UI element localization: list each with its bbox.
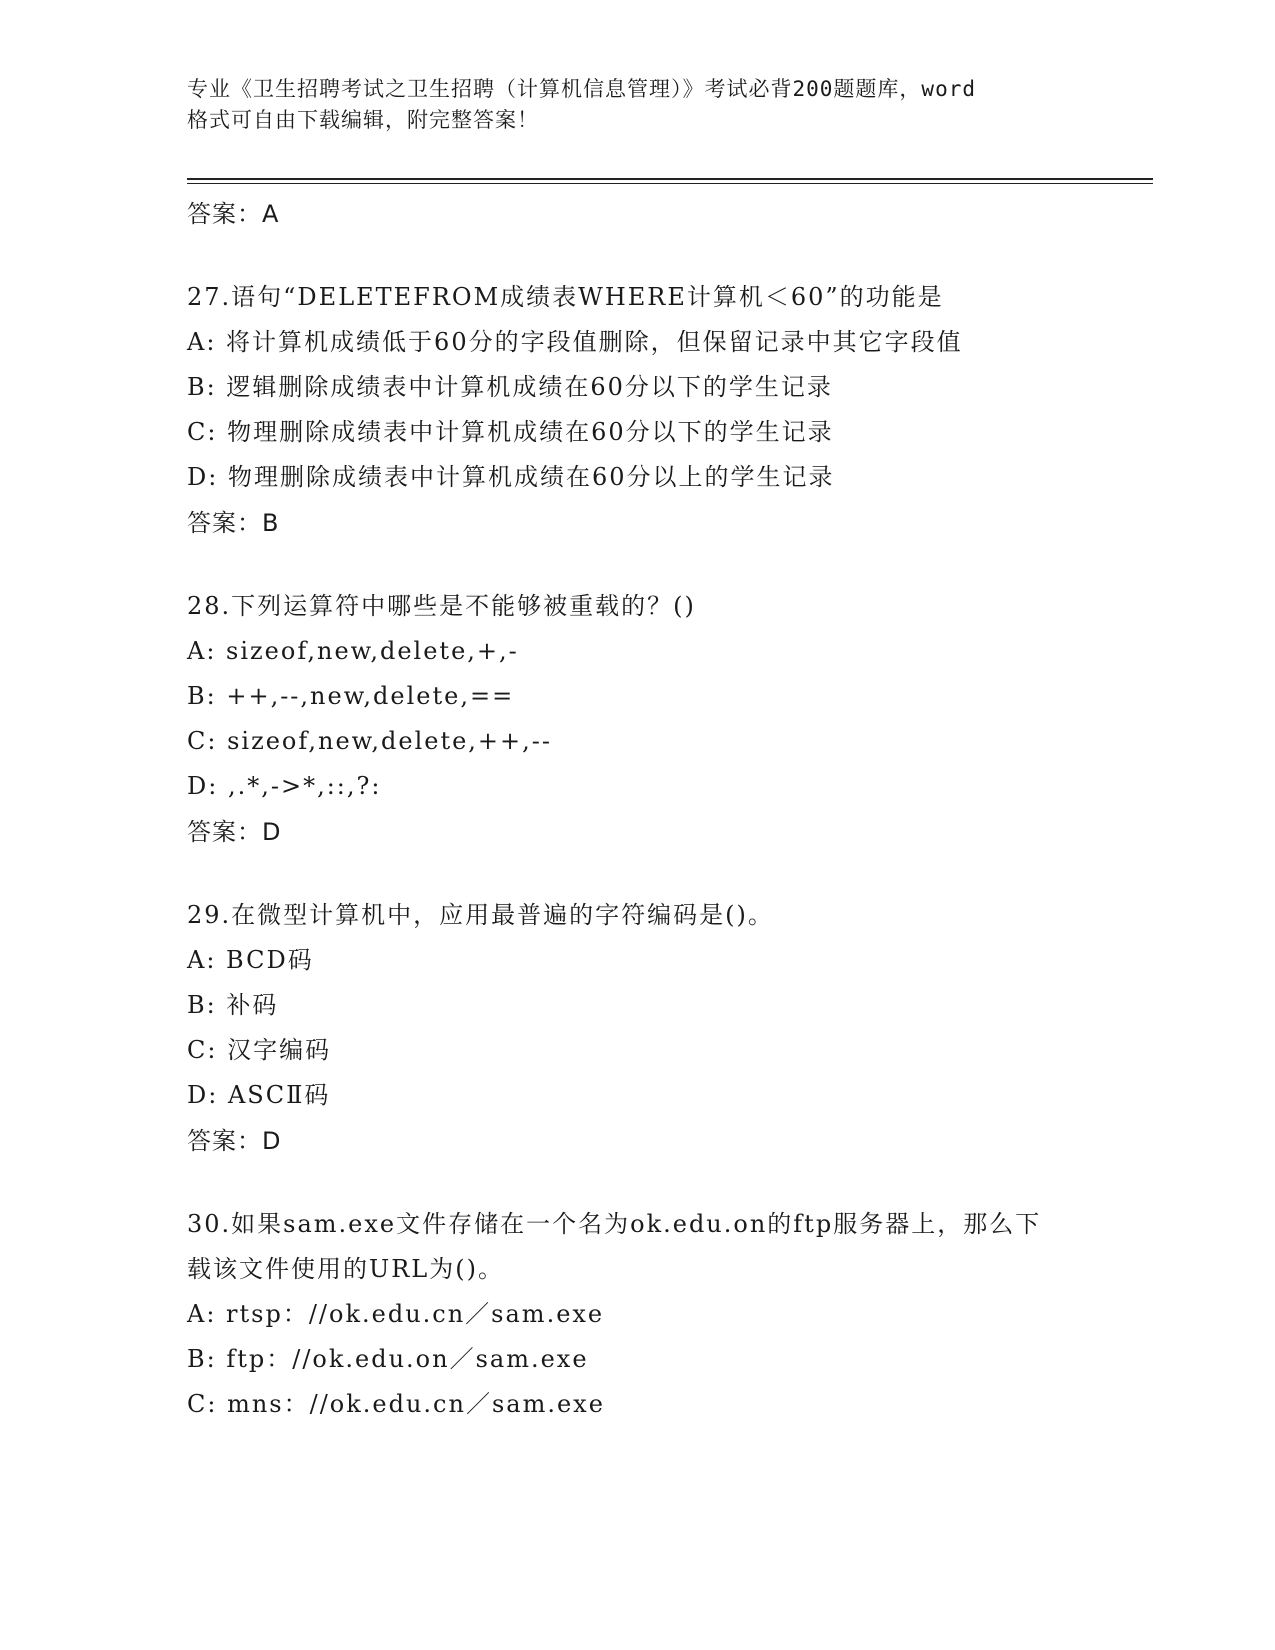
option-a: A: sizeof,new,delete,+,- bbox=[187, 637, 519, 665]
question-28 bbox=[187, 584, 1087, 855]
option-d: D: ASCⅡ码 bbox=[187, 1081, 331, 1109]
header-divider-thin bbox=[187, 183, 1153, 184]
option-d: D: 物理删除成绩表中计算机成绩在60分以上的学生记录 bbox=[187, 463, 835, 491]
question-title: 30.如果sam.exe文件存储在一个名为ok.edu.on的ftp服务器上，那么下载该文件使用的URL为()。 bbox=[187, 1210, 1042, 1283]
spacer bbox=[187, 546, 1087, 584]
question-30 bbox=[187, 1202, 1087, 1427]
question-title: 28.下列运算符中哪些是不能够被重载的？() bbox=[187, 592, 696, 620]
answer: 答案：D bbox=[187, 1127, 282, 1155]
document-header bbox=[187, 74, 1107, 136]
answer: 答案：D bbox=[187, 818, 282, 846]
answer-26: 答案：A bbox=[187, 200, 280, 228]
option-c: C: sizeof,new,delete,++,-- bbox=[187, 727, 552, 755]
option-c: C: mns：//ok.edu.cn／sam.exe bbox=[187, 1390, 605, 1418]
answer: 答案：B bbox=[187, 509, 280, 537]
option-b: B: 补码 bbox=[187, 991, 279, 1019]
option-a: A: BCD码 bbox=[187, 946, 314, 974]
spacer bbox=[187, 237, 1087, 275]
question-title: 27.语句“DELETEFROM成绩表WHERE计算机＜60”的功能是 bbox=[187, 283, 944, 311]
question-list bbox=[187, 191, 1087, 1427]
header-divider-thick bbox=[187, 178, 1153, 180]
option-a: A: 将计算机成绩低于60分的字段值删除，但保留记录中其它字段值 bbox=[187, 328, 963, 356]
spacer bbox=[187, 855, 1087, 893]
spacer bbox=[187, 1164, 1087, 1202]
option-c: C: 物理删除成绩表中计算机成绩在60分以下的学生记录 bbox=[187, 418, 834, 446]
option-b: B: ftp：//ok.edu.on／sam.exe bbox=[187, 1345, 589, 1373]
option-d: D: ,.*,->*,::,?: bbox=[187, 772, 382, 800]
header-line-2: 格式可自由下载编辑，附完整答案！ bbox=[187, 108, 539, 132]
header-line-1: 专业《卫生招聘考试之卫生招聘（计算机信息管理）》考试必背200题题库，word bbox=[187, 77, 976, 101]
option-a: A: rtsp：//ok.edu.cn／sam.exe bbox=[187, 1300, 605, 1328]
question-title: 29.在微型计算机中，应用最普遍的字符编码是()。 bbox=[187, 901, 774, 929]
option-b: B: 逻辑删除成绩表中计算机成绩在60分以下的学生记录 bbox=[187, 373, 833, 401]
option-c: C: 汉字编码 bbox=[187, 1036, 332, 1064]
option-b: B: ++,--,new,delete,== bbox=[187, 682, 515, 710]
question-27 bbox=[187, 275, 1087, 546]
question-29 bbox=[187, 893, 1087, 1164]
